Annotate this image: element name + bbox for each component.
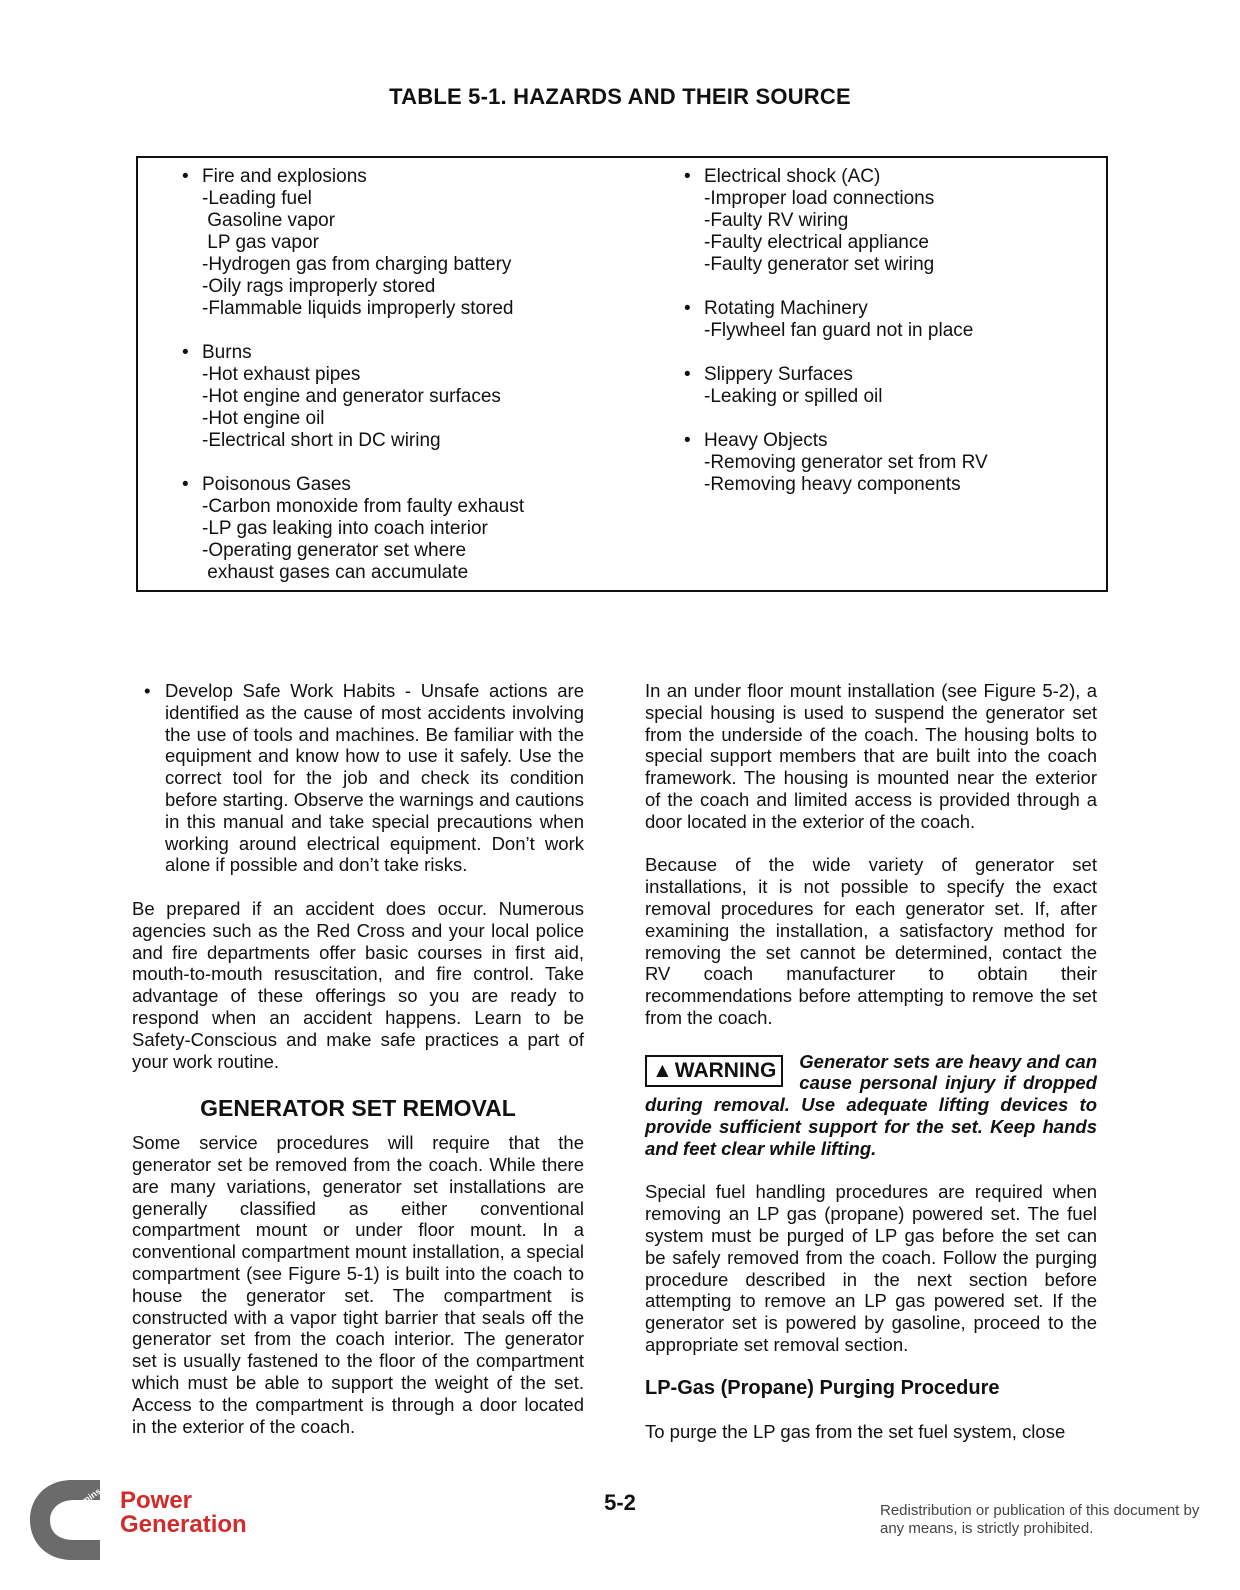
hazard-group: [182, 474, 612, 584]
hazard-source: -Hot engine and generator surfaces: [202, 386, 501, 407]
warning-badge: [645, 1055, 783, 1087]
right-text-column: [645, 680, 1097, 1465]
removal-intro-paragraph: Some service procedures will require that the generator set be removed from the coach. While there are many variations, generator set installations are generally classified as either conventional compartment mount or under floor mount. In a conventional compartment mount installation, a special compartment (see Figure 5-1) is built into the coach to house the generator set. The compartment is constructed with a vapor tight barrier that seals off the generator set from the coach interior. The generator set is usually fastened to the floor of the compartment which must be able to support the weight of the set. Access to the compartment is through a door located in the exterior of the coach.: [132, 1132, 584, 1437]
hazards-table: [136, 156, 1108, 592]
hazard-group: [684, 430, 1094, 496]
hazard-heading: • Rotating Machinery: [684, 298, 1094, 320]
under-floor-paragraph: In an under floor mount installation (see Figure 5-2), a special housing is used to suspend the generator set from the underside of the coach. The housing bolts to special support members that are built into the coach framework. The housing is mounted near the exterior of the coach and limited access is provided through a door located in the exterior of the coach.: [645, 680, 1097, 832]
hazard-source: -LP gas leaking into coach interior: [202, 518, 488, 539]
fuel-handling-paragraph: Special fuel handling procedures are required when removing an LP gas (propane) powered set. The fuel system must be purged of LP gas before the set can be safely removed from the coach. Follow the purging procedure described in the next section before attempting to remove an LP gas powered set. If the generator set is powered by gasoline, proceed to the appropriate set removal section.: [645, 1181, 1097, 1355]
safe-work-habits-paragraph: • Develop Safe Work Habits - Unsafe actions are identified as the cause of most accidents involving the use of tools and machines. Be familiar with the equipment and know how to use it safely. Use the correct tool for the job and check its condition before starting. Observe the warnings and cautions in this manual and take special precautions when working around electrical equipment. Don’t work alone if possible and don’t take risks.: [132, 680, 584, 876]
hazard-source: -Leading fuel: [202, 188, 312, 209]
hazard-heading: • Slippery Surfaces: [684, 364, 1094, 386]
hazard-source: -Faulty RV wiring: [704, 210, 849, 231]
hazard-source: -Oily rags improperly stored: [202, 276, 436, 297]
brand-line-1: Power: [120, 1487, 193, 1514]
hazards-right-column: [684, 166, 1094, 518]
hazard-group: [182, 166, 612, 320]
hazard-source: -Flammable liquids improperly stored: [202, 298, 514, 319]
hazard-group: [182, 342, 612, 452]
hazard-source: -Carbon monoxide from faulty exhaust: [202, 496, 525, 517]
warning-text: Generator sets are heavy and can cause personal injury if dropped during removal. Use adequate lifting devices to provide sufficient support for the set. Keep hands and feet clear while lifting.: [645, 1050, 1097, 1159]
installation-variety-paragraph: Because of the wide variety of generator set installations, it is not possible to specify the exact removal procedures for each generator set. If, after examining the installation, a satisfactory method for removing the set cannot be determined, contact the RV coach manufacturer to obtain their recommendations before attempting to remove the set from the coach.: [645, 854, 1097, 1028]
table-title: TABLE 5-1. HAZARDS AND THEIR SOURCE: [389, 84, 851, 109]
lp-gas-purging-heading: LP-Gas (Propane) Purging Procedure: [645, 1376, 1000, 1399]
hazard-heading: • Poisonous Gases: [182, 474, 612, 496]
page-number: 5-2: [604, 1490, 636, 1515]
hazard-source: -Hot exhaust pipes: [202, 364, 361, 385]
hazard-heading: • Electrical shock (AC): [684, 166, 1094, 188]
purge-intro-paragraph: To purge the LP gas from the set fuel system, close: [645, 1421, 1066, 1443]
warning-label: WARNING: [674, 1058, 777, 1082]
hazard-group: [684, 364, 1094, 408]
cummins-logo-icon: [28, 1478, 104, 1562]
emblem-text: Cummins: [63, 1485, 103, 1518]
hazard-group: [684, 298, 1094, 342]
be-prepared-paragraph: Be prepared if an accident does occur. Numerous agencies such as the Red Cross and your local police and fire departments offer basic courses in first aid, mouth-to-mouth resuscitation, and fire control. Take advantage of these offerings so you are ready to respond when an accident happens. Learn to be Safety-Conscious and make safe practices a part of your work routine.: [132, 897, 584, 1072]
hazard-source: exhaust gases can accumulate: [202, 562, 469, 583]
hazard-source: -Flywheel fan guard not in place: [704, 320, 974, 341]
hazard-source: -Removing heavy components: [704, 474, 961, 495]
hazard-source: -Hydrogen gas from charging battery: [202, 254, 512, 275]
hazard-source: -Faulty generator set wiring: [704, 254, 935, 275]
hazard-source: -Leaking or spilled oil: [704, 386, 883, 407]
hazard-heading: • Burns: [182, 342, 612, 364]
warning-triangle-icon: ▲: [652, 1058, 673, 1082]
hazard-source: -Faulty electrical appliance: [704, 232, 929, 253]
hazard-source: Gasoline vapor: [202, 210, 336, 231]
hazard-source: -Hot engine oil: [202, 408, 325, 429]
hazard-source: LP gas vapor: [202, 232, 319, 253]
redistribution-notice: Redistribution or publication of this document by any means, is strictly prohibited.: [880, 1502, 1200, 1537]
hazard-source: -Electrical short in DC wiring: [202, 430, 441, 451]
hazard-source: -Operating generator set where: [202, 540, 467, 561]
section-heading-generator-set-removal: GENERATOR SET REMOVAL: [200, 1095, 516, 1122]
brand-line-2: Generation: [120, 1511, 247, 1538]
hazard-heading: • Heavy Objects: [684, 430, 1094, 452]
hazard-heading: • Fire and explosions: [182, 166, 612, 188]
warning-block: [645, 1051, 1097, 1160]
hazard-group: [684, 166, 1094, 276]
hazards-left-column: [182, 166, 612, 606]
left-text-column: [132, 680, 584, 1459]
hazard-source: -Removing generator set from RV: [704, 452, 988, 473]
hazard-source: -Improper load connections: [704, 188, 935, 209]
